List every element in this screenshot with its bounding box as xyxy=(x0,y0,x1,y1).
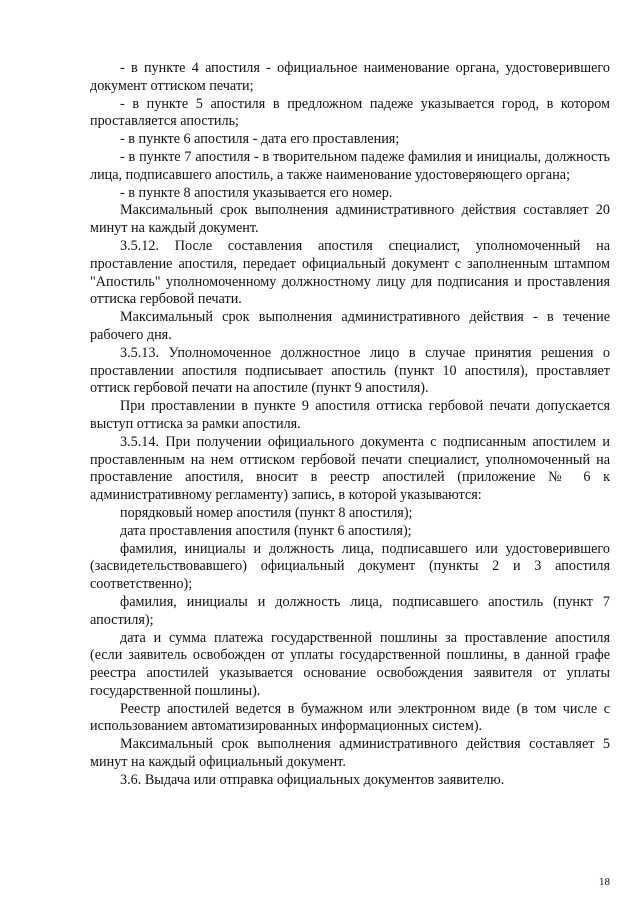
paragraph: - в пункте 7 апостиля - в творительном падеже фамилия и инициалы, должность лица, подписавшего апостиль, а также наименование удостоверяющего органа; xyxy=(90,148,610,183)
paragraph: 3.5.13. Уполномоченное должностное лицо в случае принятия решения о проставлении апостиля подписывает апостиль (пункт 10 апостиля), проставляет оттиск гербовой печати на апостиле (пункт 9 апостиля). xyxy=(90,344,610,397)
paragraph: дата проставления апостиля (пункт 6 апостиля); xyxy=(120,522,412,539)
paragraph: - в пункте 4 апостиля - официальное наименование органа, удостоверившего документ оттиском печати; xyxy=(90,60,610,94)
paragraph: Максимальный срок выполнения административного действия - в течение рабочего дня. xyxy=(90,309,610,343)
paragraph: Максимальный срок выполнения административного действия составляет 5 минут на каждый официальный документ. xyxy=(90,736,610,771)
page-number: 18 xyxy=(599,876,610,888)
paragraph: 3.5.14. При получении официального документа с подписанным апостилем и проставленным на нем оттиском гербовой печати специалист, уполномоченный на проставление апостиля, вносит в реестр апостилей (приложение № 6 к административному регламенту) запись, в которой указываются: xyxy=(90,433,610,504)
paragraph: - в пункте 5 апостиля в предложном падеже указывается город, в котором проставляется апостиль; xyxy=(90,95,610,130)
paragraph: - в пункте 6 апостиля - дата его проставления; xyxy=(120,131,400,148)
paragraph: фамилия, инициалы и должность лица, подписавшего или удостоверившего (засвидетельствовавшего) официальный документ (пункты 2 и 3 апостиля соответственно); xyxy=(90,540,610,593)
paragraph: Реестр апостилей ведется в бумажном или электронном виде (в том числе с использованием автоматизированных информационных систем). xyxy=(90,700,610,735)
paragraph: - в пункте 8 апостиля указывается его номер. xyxy=(120,184,393,201)
paragraph: 3.5.12. После составления апостиля специалист, уполномоченный на проставление апостиля, передает официальный документ с заполненным штампом "Апостиль" уполномоченному должностному лицу для подписания и проставления оттиска гербовой печати. xyxy=(90,237,610,308)
page-body xyxy=(90,60,610,790)
paragraph: фамилия, инициалы и должность лица, подписавшего апостиль (пункт 7 апостиля); xyxy=(90,593,610,628)
paragraph: Максимальный срок выполнения административного действия составляет 20 минут на каждый документ. xyxy=(90,202,610,237)
paragraph: При проставлении в пункте 9 апостиля оттиска гербовой печати допускается выступ оттиска за рамки апостиля. xyxy=(90,398,610,432)
paragraph: 3.6. Выдача или отправка официальных документов заявителю. xyxy=(120,771,505,788)
paragraph: порядковый номер апостиля (пункт 8 апостиля); xyxy=(120,504,413,521)
paragraph: дата и сумма платежа государственной пошлины за проставление апостиля (если заявитель освобожден от уплаты государственной пошлины, в данной графе реестра апостилей указывается основание освобождения заявителя от уплаты государственной пошлины). xyxy=(90,629,610,699)
